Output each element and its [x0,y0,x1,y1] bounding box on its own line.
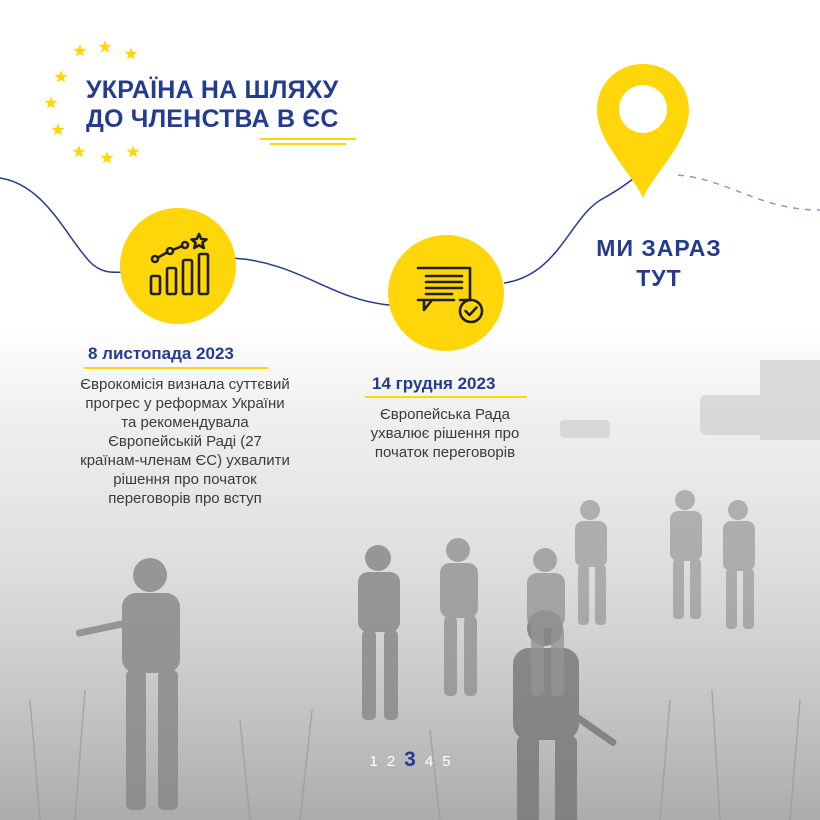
current-position-label [574,233,744,293]
growth-chart-star-icon [143,232,213,298]
page-3-current[interactable]: 3 [404,748,416,771]
milestone-2-description: Європейська Рада ухвалює рішення про початок переговорів [370,406,520,461]
page-2[interactable]: 2 [386,753,396,770]
milestone-1-date-underline [84,367,268,369]
milestone-2-date: 14 грудня 2023 [372,374,496,393]
title-line-1: УКРАЇНА НА ШЛЯХУ [86,76,339,104]
milestone-2-date-underline [365,396,527,398]
map-pin-icon [595,62,691,202]
milestone-1-description: Єврокомісія визнала суттєвий прогрес у реформах України та рекомендувала Європейській Раді (27 країнам-членам ЄС) ухвалити рішення про початок переговорів про вступ [80,376,290,507]
page-5[interactable]: 5 [442,753,451,770]
document-check-icon [414,264,486,326]
page-4[interactable]: 4 [424,753,434,770]
title-line-2: ДО ЧЛЕНСТВА В ЄС [86,105,339,133]
page-1[interactable]: 1 [369,753,378,770]
current-label-line-1: МИ ЗАРАЗ [596,235,722,261]
milestone-1-date: 8 листопада 2023 [88,344,234,363]
current-label-line-2: ТУТ [636,265,682,291]
pagination [350,748,470,772]
